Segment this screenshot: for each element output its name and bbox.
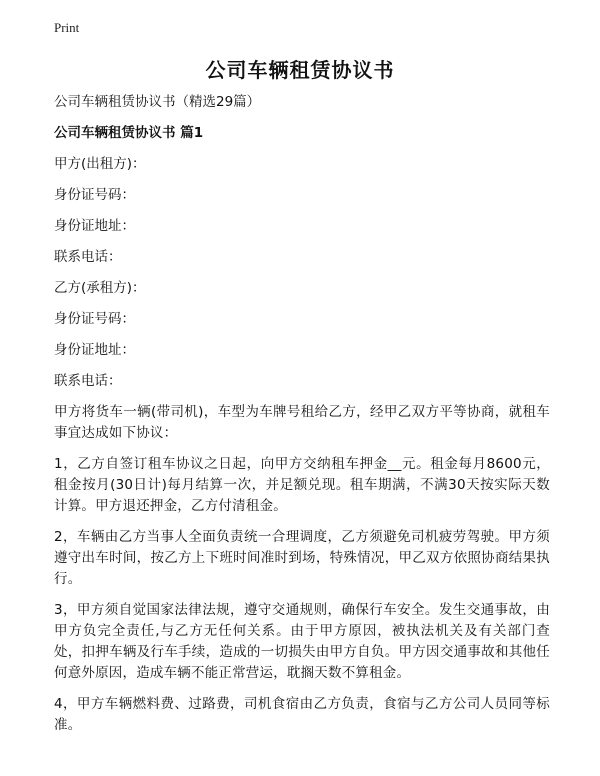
party-a-phone: 联系电话： bbox=[54, 249, 122, 265]
document-body bbox=[54, 92, 550, 746]
party-b-id-address: 身份证地址： bbox=[54, 342, 135, 358]
clause-1: 1，乙方自签订租车协议之日起，向甲方交纳租车押金__元。租金每月8600元，租金按月(30日计)每月结算一次，并足额兑现。租车期满，不满30天按实际天数计算。甲方退还押金，乙方付清租金。 bbox=[54, 456, 550, 514]
clause-2: 2，车辆由乙方当事人全面负责统一合理调度，乙方须避免司机疲劳驾驶。甲方须遵守出车时间，按乙方上下班时间准时到场，特殊情况，甲乙双方依照协商结果执行。 bbox=[54, 529, 550, 587]
document-subtitle: 公司车辆租赁协议书（精选29篇） bbox=[54, 94, 261, 110]
party-a-id-address: 身份证地址： bbox=[54, 218, 135, 234]
section-heading: 公司车辆租赁协议书 篇1 bbox=[54, 125, 204, 141]
party-a-id-number: 身份证号码： bbox=[54, 187, 135, 203]
party-b-phone: 联系电话： bbox=[54, 373, 122, 389]
document-title: 公司车辆租赁协议书 bbox=[205, 58, 395, 82]
clause-3: 3，甲方须自觉国家法律法规，遵守交通规则，确保行车安全。发生交通事故，由甲方负完全责任,与乙方无任何关系。由于甲方原因，被执法机关及有关部门查处，扣押车辆及行车手续，造成的一切损失由甲方自负。甲方因交通事故和其他任何意外原因，造成车辆不能正常营运，耽搁天数不算租金。 bbox=[54, 602, 550, 681]
clause-4: 4，甲方车辆燃料费、过路费，司机食宿由乙方负责，食宿与乙方公司人员同等标准。 bbox=[54, 696, 550, 733]
party-b-id-number: 身份证号码： bbox=[54, 311, 135, 327]
print-link[interactable]: Print bbox=[54, 20, 80, 35]
agreement-intro: 甲方将货车一辆(带司机)，车型为车牌号租给乙方，经甲乙双方平等协商，就租车事宜达成如下协议： bbox=[54, 404, 550, 441]
party-b-label: 乙方(承租方)： bbox=[54, 280, 146, 296]
party-a-label: 甲方(出租方)： bbox=[54, 156, 146, 172]
